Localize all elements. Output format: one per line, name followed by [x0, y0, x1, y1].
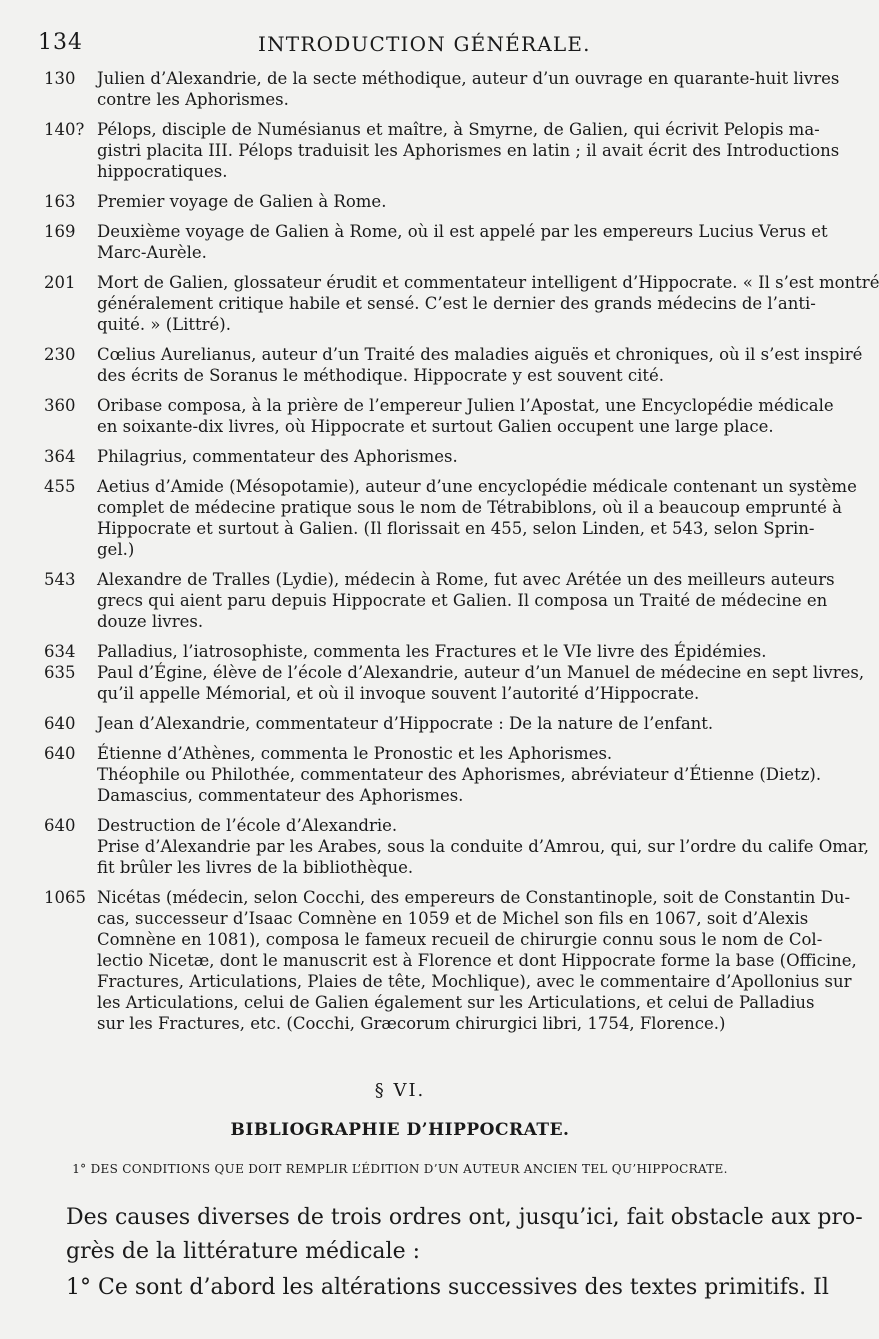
section-heading: [0, 1080, 800, 1101]
chronology-entry: [0, 191, 800, 212]
chronology-entry: [0, 395, 834, 437]
entry-line: grecs qui aient paru depuis Hippocrate et Galien. Il composa un Traité de médecine en: [97, 591, 828, 610]
chronology-entry: [0, 713, 800, 734]
entry-line: Mort de Galien, glossateur érudit et commentateur intelligent d’Hippocrate. « Il s’est montré: [97, 273, 879, 292]
entry-line: Julien d’Alexandrie, de la secte méthodique, auteur d’un ouvrage en quarante-huit livres: [97, 69, 840, 88]
entry-line: les Articulations, celui de Galien également sur les Articulations, et celui de Palladius: [97, 993, 815, 1012]
entry-year: 140?: [44, 120, 85, 139]
entry-year: 360: [44, 396, 76, 415]
chronology-entry: [0, 221, 828, 263]
entry-line: Cœlius Aurelianus, auteur d’un Traité des maladies aiguës et chroniques, où il s’est inspiré: [97, 345, 863, 364]
entry-year: 640: [44, 744, 76, 763]
running-title: INTRODUCTION GÉNÉRALE.: [258, 32, 591, 56]
entry-line: Destruction de l’école d’Alexandrie.: [97, 816, 398, 835]
entry-year: 201: [44, 273, 76, 292]
body-line: grès de la littérature médicale :: [66, 1239, 420, 1264]
entry-line: Fractures, Articulations, Plaies de tête, Mochlique), avec le commentaire d’Apollonius sur: [97, 972, 852, 991]
entry-line: Oribase composa, à la prière de l’empereur Julien l’Apostat, une Encyclopédie médicale: [97, 396, 834, 415]
entry-line: fit brûler les livres de la bibliothèque.: [97, 858, 414, 877]
chronology-entry: [0, 887, 857, 1034]
section-title: BIBLIOGRAPHIE D’HIPPOCRATE.: [230, 1120, 570, 1140]
entry-line: des écrits de Soranus le méthodique. Hippocrate y est souvent cité.: [97, 366, 665, 385]
entry-line: douze livres.: [97, 612, 204, 631]
entry-line: gistri placita III. Pélops traduisit les Aphorismes en latin ; il avait écrit des Introductions: [97, 141, 840, 160]
entry-line: Comnène en 1081), composa le fameux recueil de chirurgie connu sous le nom de Col-: [97, 930, 823, 949]
entry-line: cas, successeur d’Isaac Comnène en 1059 et de Michel son fils en 1067, soit d’Alexis: [97, 909, 809, 928]
entry-line: Deuxième voyage de Galien à Rome, où il est appelé par les empereurs Lucius Verus et: [97, 222, 828, 241]
entry-year: 163: [44, 192, 76, 211]
entry-line: généralement critique habile et sensé. C’est le dernier des grands médecins de l’anti-: [97, 294, 816, 313]
entry-line: Aetius d’Amide (Mésopotamie), auteur d’une encyclopédie médicale contenant un système: [97, 477, 857, 496]
entry-line: en soixante-dix livres, où Hippocrate et surtout Galien occupent une large place.: [97, 417, 774, 436]
entry-year: 1065: [44, 888, 86, 907]
chronology-entry: [0, 569, 835, 632]
entry-line: qu’il appelle Mémorial, et où il invoque souvent l’autorité d’Hippocrate.: [97, 684, 700, 703]
entry-line: Premier voyage de Galien à Rome.: [97, 192, 387, 211]
entry-line: gel.): [97, 540, 135, 559]
body-line: 1° Ce sont d’abord les altérations successives des textes primitifs. Il: [66, 1275, 829, 1300]
entry-line: lectio Nicetæ, dont le manuscrit est à Florence et dont Hippocrate forme la base (Officine,: [97, 951, 857, 970]
chronology-entry: [0, 68, 840, 110]
entry-year: 169: [44, 222, 76, 241]
entry-line: complet de médecine pratique sous le nom de Tétrabiblons, où il a beaucoup emprunté à: [97, 498, 842, 517]
chronology-entry: [0, 272, 879, 335]
chronology-entry: [0, 662, 865, 704]
entry-line: Marc-Aurèle.: [97, 243, 207, 262]
section-number: § VI.: [374, 1080, 426, 1101]
entry-line: quité. » (Littré).: [97, 315, 231, 334]
entry-line: Pélops, disciple de Numésianus et maître, à Smyrne, de Galien, qui écrivit Pelopis ma-: [97, 120, 820, 139]
page-number: 134: [38, 30, 83, 55]
entry-line: Nicétas (médecin, selon Cocchi, des empereurs de Constantinople, soit de Constantin Du-: [97, 888, 851, 907]
entry-year: 634: [44, 642, 76, 661]
chronology-entry: [0, 344, 863, 386]
entry-line: Prise d’Alexandrie par les Arabes, sous la conduite d’Amrou, qui, sur l’ordre du calife Omar,: [97, 837, 870, 856]
entry-line: Paul d’Égine, élève de l’école d’Alexandrie, auteur d’un Manuel de médecine en sept livres,: [97, 663, 865, 682]
page-header: [0, 30, 800, 60]
entry-year: 364: [44, 447, 76, 466]
entry-year: 455: [44, 477, 76, 496]
chronology-entry: [0, 641, 800, 662]
chronology-entry: [0, 815, 870, 878]
entry-line: hippocratiques.: [97, 162, 228, 181]
chronology-entry: [0, 476, 857, 560]
chronology-entry: [0, 119, 840, 182]
entry-year: 230: [44, 345, 76, 364]
entry-year: 543: [44, 570, 76, 589]
entry-line: Philagrius, commentateur des Aphorismes.: [97, 447, 458, 466]
entry-line: Étienne d’Athènes, commenta le Pronostic et les Aphorismes.: [97, 744, 613, 763]
entry-year: 640: [44, 714, 76, 733]
entry-line: Damascius, commentateur des Aphorismes.: [97, 786, 464, 805]
entry-year: 130: [44, 69, 76, 88]
entry-line: Alexandre de Tralles (Lydie), médecin à Rome, fut avec Arétée un des meilleurs auteurs: [97, 570, 835, 589]
chronology-list: [0, 68, 879, 1043]
body-line: Des causes diverses de trois ordres ont, jusqu’ici, fait obstacle aux pro-: [66, 1205, 863, 1230]
subsection-title: 1° DES CONDITIONS QUE DOIT REMPLIR L’ÉDITION D’UN AUTEUR ANCIEN TEL QU’HIPPOCRATE.: [72, 1162, 728, 1176]
chronology-entry: [0, 743, 822, 806]
chronology-entry: [0, 446, 800, 467]
entry-line: contre les Aphorismes.: [97, 90, 289, 109]
entry-line: Hippocrate et surtout à Galien. (Il florissait en 455, selon Linden, et 543, selon Sprin-: [97, 519, 815, 538]
entry-line: Jean d’Alexandrie, commentateur d’Hippocrate : De la nature de l’enfant.: [97, 714, 714, 733]
entry-year: 640: [44, 816, 76, 835]
entry-line: sur les Fractures, etc. (Cocchi, Græcorum chirurgici libri, 1754, Florence.): [97, 1014, 726, 1033]
entry-year: 635: [44, 663, 76, 682]
entry-line: Palladius, l’iatrosophiste, commenta les Fractures et le VIe livre des Épidémies.: [97, 642, 767, 661]
entry-line: Théophile ou Philothée, commentateur des Aphorismes, abréviateur d’Étienne (Dietz).: [97, 765, 822, 784]
